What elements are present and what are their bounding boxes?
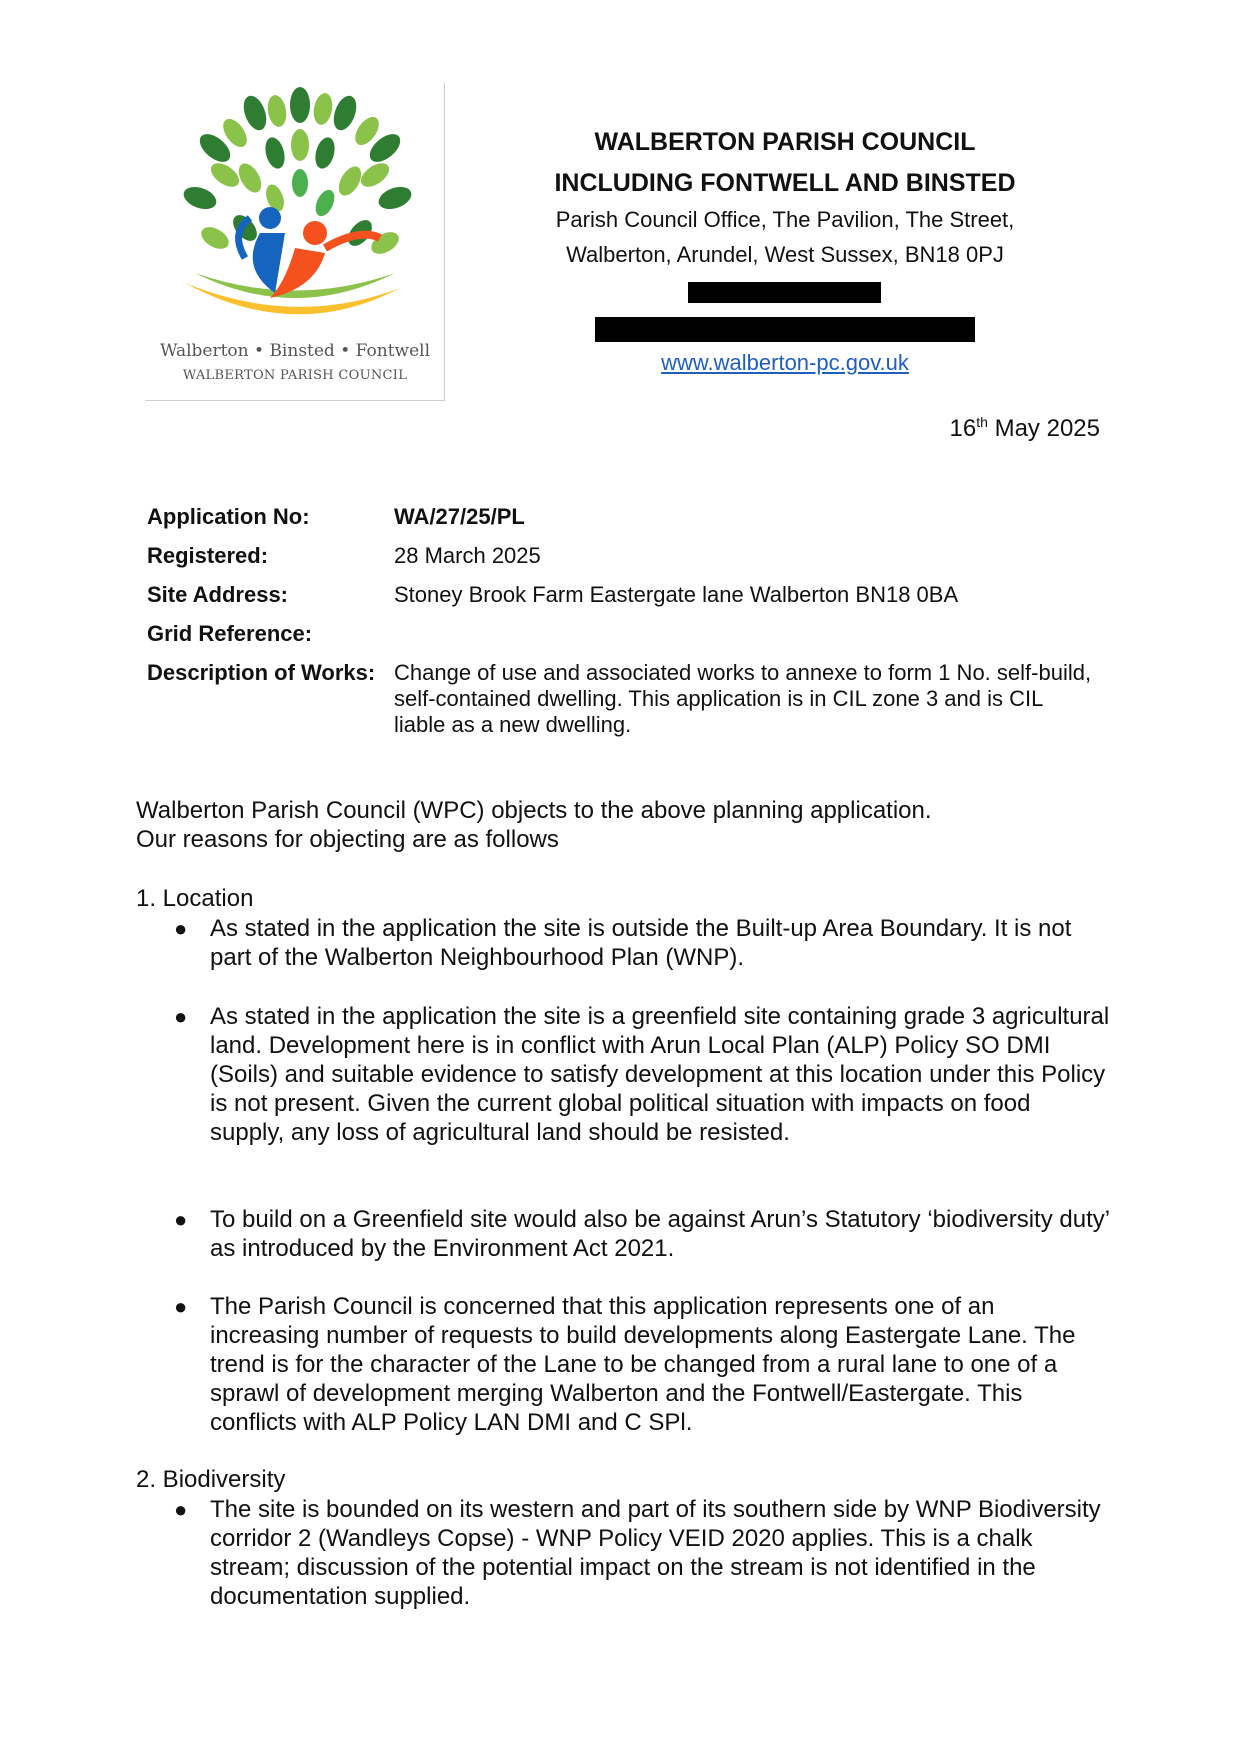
bullet-text: As stated in the application the site is a greenfield site containing grade 3 agricultural land. Development here is in conflict with Arun Local Plan (ALP) Policy SO DMI (Soils) and suitable evidence to satisfy development at this location under this Policy is not present. Given the current global political situation with impacts on food supply, any loss of agricultural land should be resisted. bbox=[210, 1003, 1110, 1146]
bullet-text: As stated in the application the site is outside the Built-up Area Boundary. It is not part of the Walberton Neighbourhood Plan (WNP). bbox=[210, 915, 1072, 971]
registered-label: Registered: bbox=[147, 543, 269, 568]
intro-line-2: Our reasons for objecting are as follows bbox=[136, 826, 559, 853]
description-label: Description of Works: bbox=[147, 660, 376, 685]
address-line-2: Walberton, Arundel, West Sussex, BN18 0PJ bbox=[566, 242, 1004, 267]
list-item bbox=[174, 914, 1110, 972]
redacted-email bbox=[595, 317, 975, 342]
council-subtitle: INCLUDING FONTWELL AND BINSTED bbox=[554, 169, 1016, 197]
logo-towns-text: Walberton • Binsted • Fontwell bbox=[159, 341, 431, 361]
grid-reference-label: Grid Reference: bbox=[147, 621, 313, 646]
list-item bbox=[174, 1002, 1110, 1147]
logo-council-text: WALBERTON PARISH COUNCIL bbox=[182, 368, 408, 383]
address-line-1: Parish Council Office, The Pavilion, The Street, bbox=[555, 207, 1015, 232]
bullet-text: To build on a Greenfield site would also be against Arun’s Statutory ‘biodiversity duty’ as introduced by the Environment Act 2021. bbox=[210, 1206, 1110, 1262]
tree-logo-icon bbox=[145, 83, 445, 343]
bullet-icon: ● bbox=[174, 1497, 188, 1522]
registered-value: 28 March 2025 bbox=[394, 543, 541, 568]
website-line bbox=[520, 350, 1050, 376]
description-value: Change of use and associated works to annexe to form 1 No. self-build, self-contained dwelling. This application is in CIL zone 3 and is CIL liable as a new dwelling. bbox=[394, 660, 1092, 737]
list-item bbox=[174, 1205, 1110, 1263]
bullet-text: The site is bounded on its western and part of its southern side by WNP Biodiversity corridor 2 (Wandleys Copse) - WNP Policy VEID 2020 applies. This is a chalk stream; discussion of the potential impact on the stream is not identified in the documentation supplied. bbox=[210, 1496, 1101, 1610]
redacted-phone bbox=[688, 282, 881, 303]
bullet-text: The Parish Council is concerned that this application represents one of an increasing number of requests to build developments along Eastergate Lane. The trend is for the character of the Lane to be changed from a rural lane to one of a sprawl of development merging Walberton and the Fontwell/Eastergate. This conflicts with ALP Policy LAN DMI and C SPl. bbox=[210, 1293, 1076, 1436]
site-address-label: Site Address: bbox=[147, 582, 289, 607]
section-heading-location: 1. Location bbox=[136, 885, 254, 912]
bullet-icon: ● bbox=[174, 1294, 188, 1319]
bullet-icon: ● bbox=[174, 1004, 188, 1029]
website-link[interactable]: www.walberton-pc.gov.uk bbox=[661, 350, 909, 375]
date-suffix: th bbox=[976, 414, 988, 430]
list-item bbox=[174, 1292, 1110, 1437]
bullet-icon: ● bbox=[174, 1207, 188, 1232]
intro-paragraph bbox=[136, 796, 1116, 854]
letter-date bbox=[950, 414, 1100, 443]
intro-line-1: Walberton Parish Council (WPC) objects to the above planning application. bbox=[136, 797, 932, 824]
application-no-label: Application No: bbox=[147, 504, 310, 529]
bullet-icon: ● bbox=[174, 916, 188, 941]
list-item bbox=[174, 1495, 1110, 1611]
date-day: 16 bbox=[949, 415, 977, 442]
parish-logo bbox=[145, 83, 445, 401]
date-month-year: May 2025 bbox=[987, 415, 1100, 442]
site-address-value: Stoney Brook Farm Eastergate lane Walberton BN18 0BA bbox=[394, 582, 959, 607]
section-heading-biodiversity: 2. Biodiversity bbox=[136, 1466, 286, 1493]
council-name: WALBERTON PARISH COUNCIL bbox=[594, 128, 976, 156]
application-no-value: WA/27/25/PL bbox=[394, 504, 525, 529]
